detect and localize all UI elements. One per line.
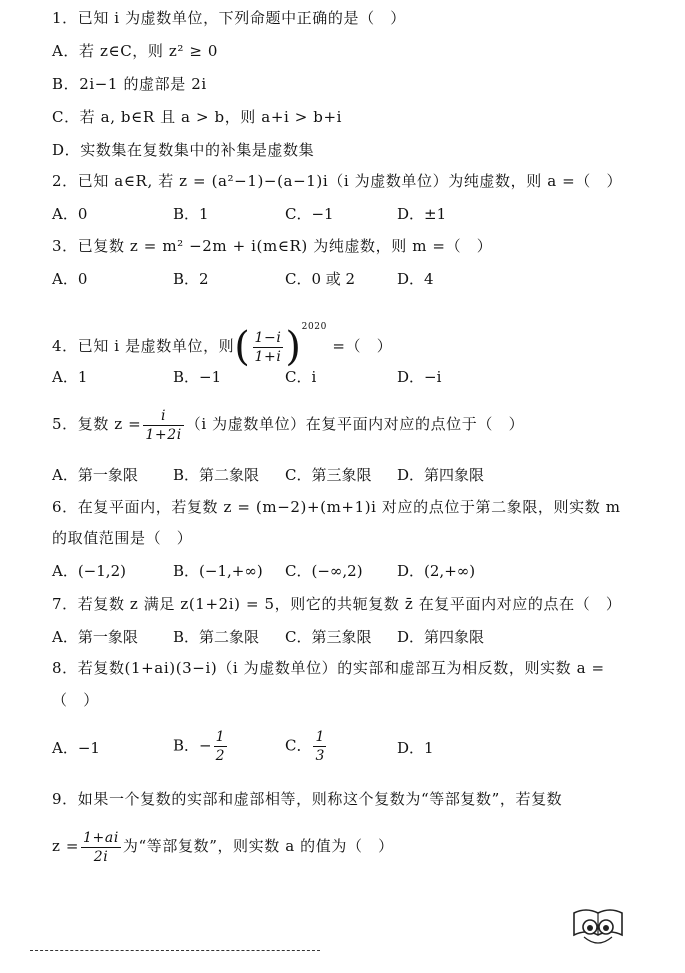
book-owl-logo-icon bbox=[570, 905, 626, 955]
q9-frac-num: 1+ai bbox=[83, 829, 119, 846]
q7-option-a: A．第一象限 bbox=[52, 628, 138, 646]
q5-option-b: B．第二象限 bbox=[173, 466, 260, 484]
q8-option-b-fraction bbox=[214, 728, 227, 765]
q5-option-a: A．第一象限 bbox=[52, 466, 138, 484]
q2-option-b: B．1 bbox=[173, 205, 209, 223]
q9-frac-den: 2i bbox=[93, 848, 109, 865]
q5-stem bbox=[52, 404, 524, 444]
q9-stem-pre: z = bbox=[52, 837, 80, 855]
q2-option-d: D．±1 bbox=[397, 205, 447, 223]
q7-stem: 7．若复数 z 满足 z(1+2i) = 5，则它的共轭复数 z̄ 在复平面内对应的点在（ ） bbox=[52, 595, 622, 613]
q9-fraction bbox=[81, 829, 121, 866]
right-paren: ) bbox=[285, 324, 302, 370]
q8-option-c-num: 1 bbox=[315, 729, 325, 745]
q4-exponent: 2020 bbox=[301, 322, 327, 332]
footer-dashed-rule bbox=[30, 950, 320, 951]
q6-option-d: D．(2,+∞) bbox=[397, 562, 476, 580]
q2-option-a: A．0 bbox=[52, 205, 88, 223]
q8-option-c-den: 3 bbox=[315, 748, 325, 764]
q1-stem: 1．已知 i 为虚数单位，下列命题中正确的是（ ） bbox=[52, 9, 406, 27]
q8-option-b-den: 2 bbox=[215, 748, 225, 764]
q8-option-b-label: B．− bbox=[173, 736, 212, 755]
q8-option-c-label: C． bbox=[285, 736, 312, 755]
q6-stem-line1: 6．在复平面内，若复数 z = (m−2)+(m+1)i 对应的点位于第二象限，则实数 m bbox=[52, 498, 621, 516]
q4-frac-num: 1−i bbox=[254, 329, 282, 346]
q4-stem bbox=[52, 305, 392, 368]
footer-fade bbox=[300, 935, 685, 973]
q4-option-a: A．1 bbox=[52, 368, 88, 386]
q4-fraction bbox=[253, 329, 284, 366]
q4-stem-text: 4．已知 i 是虚数单位，则 bbox=[52, 337, 235, 355]
q7-option-c: C．第三象限 bbox=[285, 628, 372, 646]
q7-option-b: B．第二象限 bbox=[173, 628, 260, 646]
q5-frac-den: 1+2i bbox=[145, 426, 182, 443]
q6-option-b: B．(−1,+∞) bbox=[173, 562, 263, 580]
q5-option-c: C．第三象限 bbox=[285, 466, 372, 484]
left-paren: ( bbox=[234, 324, 251, 370]
q1-option-d: D．实数集在复数集中的补集是虚数集 bbox=[52, 141, 315, 159]
q5-frac-num: i bbox=[143, 407, 183, 426]
q6-option-c: C．(−∞,2) bbox=[285, 562, 363, 580]
q1-option-c: C．若 a, b∈R 且 a > b，则 a+i > b+i bbox=[52, 108, 343, 126]
q9-stem-tail: 为“等部复数”，则实数 a 的值为（ ） bbox=[122, 837, 394, 855]
q9-stem-line2 bbox=[52, 826, 394, 866]
q3-option-b: B．2 bbox=[173, 270, 209, 288]
q1-option-b: B．2i−1 的虚部是 2i bbox=[52, 75, 207, 93]
q8-option-c-fraction bbox=[313, 728, 326, 765]
q3-stem: 3．已复数 z = m² −2m + i(m∈R) 为纯虚数，则 m =（ ） bbox=[52, 237, 493, 255]
q6-stem-line2: 的取值范围是（ ） bbox=[52, 529, 193, 547]
q2-stem: 2．已知 a∈R, 若 z = (a²−1)−(a−1)i（i 为虚数单位）为纯虚数，则 a =（ ） bbox=[52, 172, 623, 190]
q8-option-a: A．−1 bbox=[52, 739, 100, 757]
q4-option-b: B．−1 bbox=[173, 368, 222, 386]
q8-option-b-num: 1 bbox=[215, 729, 225, 745]
q8-stem-line2: （ ） bbox=[52, 691, 99, 709]
q8-option-d: D．1 bbox=[397, 739, 434, 757]
q8-stem-line1: 8．若复数(1+ai)(3−i)（i 为虚数单位）的实部和虚部互为相反数，则实数 a = bbox=[52, 659, 605, 677]
q4-stem-tail: =（ ） bbox=[332, 337, 393, 355]
q4-frac-den: 1+i bbox=[254, 348, 282, 365]
q9-stem-line1: 9．如果一个复数的实部和虚部相等，则称这个复数为“等部复数”，若复数 bbox=[52, 790, 563, 808]
q7-option-d: D．第四象限 bbox=[397, 628, 485, 646]
q3-option-c: C．0 或 2 bbox=[285, 270, 356, 288]
q2-option-c: C．−1 bbox=[285, 205, 334, 223]
q5-option-d: D．第四象限 bbox=[397, 466, 485, 484]
q6-option-a: A．(−1,2) bbox=[52, 562, 126, 580]
q3-option-a: A．0 bbox=[52, 270, 88, 288]
q1-option-a: A．若 z∈C，则 z² ≥ 0 bbox=[52, 42, 219, 60]
q8-option-c bbox=[285, 728, 328, 765]
q8-option-b bbox=[173, 728, 229, 765]
q4-option-c: C．i bbox=[285, 368, 317, 386]
q5-stem-tail: （i 为虚数单位）在复平面内对应的点位于（ ） bbox=[185, 415, 525, 433]
q5-fraction bbox=[143, 407, 183, 444]
q4-option-d: D．−i bbox=[397, 368, 442, 386]
q3-option-d: D．4 bbox=[397, 270, 434, 288]
q5-stem-text: 5．复数 z = bbox=[52, 415, 142, 433]
